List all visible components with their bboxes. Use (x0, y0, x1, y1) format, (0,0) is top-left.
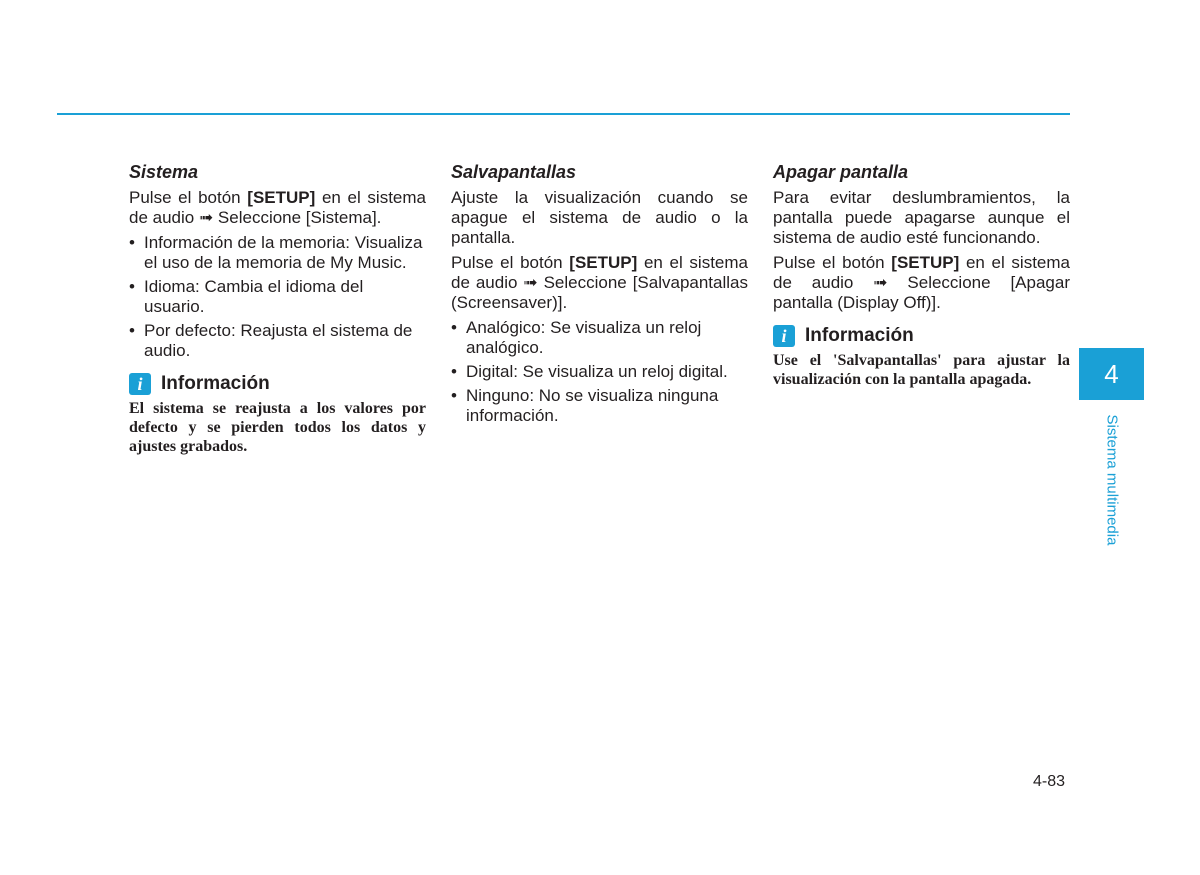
column-salvapantallas (451, 161, 748, 430)
instruction-paragraph (773, 253, 1070, 313)
list-item (129, 321, 426, 361)
bullet: • (451, 362, 457, 381)
list-item-text: Idioma: Cambia el idioma del usuario. (144, 277, 364, 316)
info-body: Use el 'Salvapantallas' para ajustar la visualización con la pantalla apagada. (773, 352, 1070, 388)
column-apagar-pantalla (773, 161, 1070, 389)
list-item (129, 277, 426, 317)
list-item (451, 362, 748, 382)
bullet: • (129, 321, 135, 340)
chapter-label: Sistema multimedia (1103, 414, 1121, 546)
list-item (129, 233, 426, 273)
instruction-paragraph (451, 253, 748, 313)
instruction-text: en el sistema de audio ➟ Seleccione [Sistema]. (129, 188, 426, 227)
column-sistema (129, 161, 426, 456)
page-number: 4-83 (1033, 773, 1066, 790)
list-item-text: Por defecto: Reajusta el sistema de audio. (144, 321, 413, 360)
bullet: • (129, 233, 135, 252)
info-title: Información (805, 325, 914, 346)
section-heading: Sistema (129, 162, 199, 182)
instruction-text: en el sistema de audio ➟ Seleccione [Apagar pantalla (Display Off)]. (773, 253, 1070, 312)
info-icon: i (129, 373, 151, 395)
options-list (451, 318, 748, 426)
section-heading: Apagar pantalla (773, 162, 909, 182)
intro-paragraph: Ajuste la visualización cuando se apague el sistema de audio o la pantalla. (451, 188, 748, 247)
list-item-text: Analógico: Se visualiza un reloj analógico. (466, 318, 702, 357)
bullet: • (129, 277, 135, 296)
chapter-tab: 4 (1079, 348, 1144, 400)
info-icon: i (773, 325, 795, 347)
list-item-text: Digital: Se visualiza un reloj digital. (466, 362, 728, 381)
info-header (773, 325, 1070, 347)
list-item-text: Información de la memoria: Visualiza el uso de la memoria de My Music. (144, 233, 423, 272)
options-list (129, 233, 426, 361)
info-title: Información (161, 373, 270, 394)
instruction-text: Pulse el botón (773, 253, 885, 272)
list-item (451, 386, 748, 426)
setup-button-label: [SETUP] (247, 188, 316, 207)
intro-paragraph: Para evitar deslumbramientos, la pantalla puede apagarse aunque el sistema de audio esté funcionando. (773, 188, 1070, 247)
instruction-text: Pulse el botón (451, 253, 563, 272)
bullet: • (451, 386, 457, 405)
top-rule (57, 113, 1070, 115)
setup-button-label: [SETUP] (569, 253, 638, 272)
info-header (129, 373, 426, 395)
setup-button-label: [SETUP] (891, 253, 960, 272)
bullet: • (451, 318, 457, 337)
section-heading: Salvapantallas (451, 162, 577, 182)
list-item-text: Ninguno: No se visualiza ninguna información. (466, 386, 719, 425)
instruction-text: en el sistema de audio ➟ Seleccione [Salvapantallas (Screensaver)]. (451, 253, 748, 312)
list-item (451, 318, 748, 358)
instruction-paragraph (129, 188, 426, 228)
info-body: El sistema se reajusta a los valores por defecto y se pierden todos los datos y ajustes grabados. (129, 400, 426, 455)
instruction-text: Pulse el botón (129, 188, 241, 207)
